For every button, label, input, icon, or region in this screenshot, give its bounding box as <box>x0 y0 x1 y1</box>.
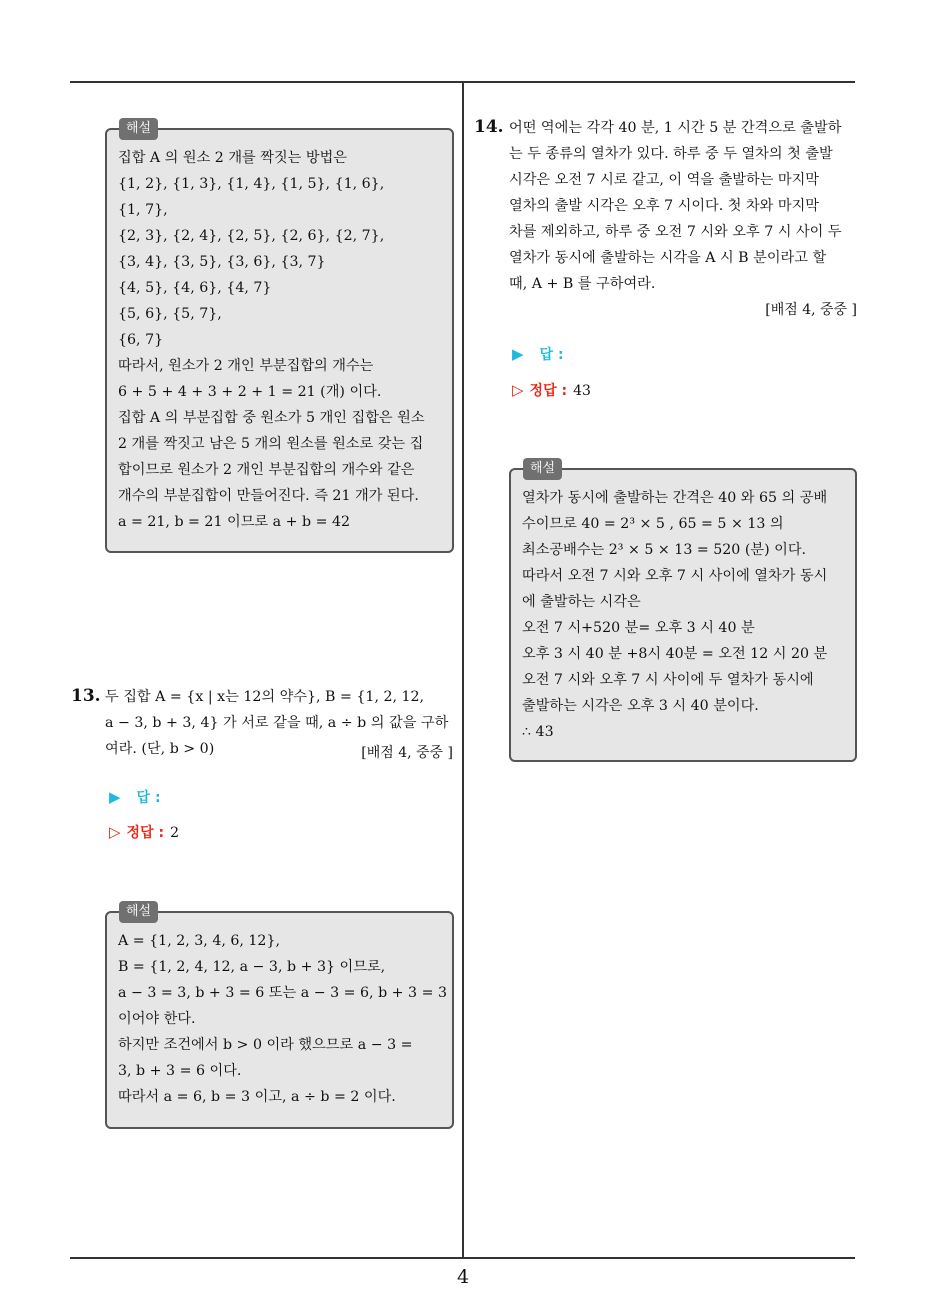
explanation-lines <box>118 145 442 535</box>
answer-label: 답 : <box>539 347 564 363</box>
problem-14-text <box>509 115 859 297</box>
bottom-rule <box>70 1257 855 1259</box>
explanation-line: 6 + 5 + 4 + 3 + 2 + 1 = 21 (개) 이다. <box>118 384 382 400</box>
explanation-tag: 해설 <box>119 901 158 923</box>
outline-triangle-icon: ▷ <box>512 381 524 399</box>
explanation-line: ∴ 43 <box>522 724 554 740</box>
explanation-line: a − 3 = 3, b + 3 = 6 또는 a − 3 = 6, b + 3 = 3 <box>118 985 448 1001</box>
problem-line: 때, A + B 를 구하여라. <box>509 276 656 292</box>
page-number: 4 <box>456 1266 470 1288</box>
play-triangle-icon: ▶ <box>109 788 121 806</box>
explanation-line: 에 출발하는 시각은 <box>522 594 641 610</box>
explanation-line: 최소공배수는 2³ × 5 × 13 = 520 (분) 이다. <box>522 542 807 558</box>
problem-14-correct-answer <box>512 380 591 400</box>
problem-line: 여라. (단, b > 0) <box>105 741 215 757</box>
problem-13-score: [배점 4, 중중 ] <box>361 745 453 761</box>
explanation-line: a = 21, b = 21 이므로 a + b = 42 <box>118 514 351 530</box>
problem-13-number: 13. <box>71 686 101 706</box>
correct-value: 2 <box>170 825 179 841</box>
explanation-box-14 <box>509 468 857 762</box>
explanation-line: 열차가 동시에 출발하는 간격은 40 와 65 의 공배 <box>522 490 828 506</box>
problem-line: 차를 제외하고, 하루 중 오전 7 시와 오후 7 시 사이 두 <box>509 224 842 240</box>
explanation-line: 3, b + 3 = 6 이다. <box>118 1063 242 1079</box>
explanation-line: 수이므로 40 = 2³ × 5 , 65 = 5 × 13 의 <box>522 516 784 532</box>
explanation-tag: 해설 <box>119 118 158 140</box>
problem-line: 시각은 오전 7 시로 같고, 이 역을 출발하는 마지막 <box>509 172 820 188</box>
explanation-tag: 해설 <box>523 458 562 480</box>
explanation-line: 오후 3 시 40 분 +8시 40분 = 오전 12 시 20 분 <box>522 646 828 662</box>
explanation-line: 집합 A 의 원소 2 개를 짝짓는 방법은 <box>118 150 348 166</box>
explanation-box-12 <box>105 128 454 553</box>
problem-14-answer <box>512 344 564 364</box>
correct-label: 정답 : <box>529 383 568 399</box>
explanation-line: 집합 A 의 부분집합 중 원소가 5 개인 집합은 원소 <box>118 410 425 426</box>
problem-13-answer <box>109 787 161 807</box>
problem-line: 어떤 역에는 각각 40 분, 1 시간 5 분 간격으로 출발하 <box>509 120 842 136</box>
explanation-line: {2, 3}, {2, 4}, {2, 5}, {2, 6}, {2, 7}, <box>118 228 385 244</box>
explanation-line: {4, 5}, {4, 6}, {4, 7} <box>118 280 272 296</box>
problem-14-number: 14. <box>474 117 504 137</box>
correct-label: 정답 : <box>126 825 165 841</box>
explanation-line: {1, 2}, {1, 3}, {1, 4}, {1, 5}, {1, 6}, <box>118 176 385 192</box>
explanation-line: 오전 7 시+520 분= 오후 3 시 40 분 <box>522 620 755 636</box>
explanation-line: {3, 4}, {3, 5}, {3, 6}, {3, 7} <box>118 254 326 270</box>
correct-value: 43 <box>573 383 591 399</box>
problem-line: 열차가 동시에 출발하는 시각을 A 시 B 분이라고 할 <box>509 250 827 266</box>
explanation-line: 따라서 오전 7 시와 오후 7 시 사이에 열차가 동시 <box>522 568 828 584</box>
problem-14-score: [배점 4, 중중 ] <box>765 302 857 318</box>
problem-line: 열차의 출발 시각은 오후 7 시이다. 첫 차와 마지막 <box>509 198 820 214</box>
explanation-line: 이어야 한다. <box>118 1011 196 1027</box>
explanation-line: B = {1, 2, 4, 12, a − 3, b + 3} 이므로, <box>118 959 386 975</box>
explanation-line: 하지만 조건에서 b > 0 이라 했으므로 a − 3 = <box>118 1037 413 1053</box>
explanation-line: 따라서 a = 6, b = 3 이고, a ÷ b = 2 이다. <box>118 1089 396 1105</box>
problem-13-correct-answer <box>109 822 179 842</box>
explanation-line: 합이므로 원소가 2 개인 부분집합의 개수와 같은 <box>118 462 415 478</box>
explanation-line: 오전 7 시와 오후 7 시 사이에 두 열차가 동시에 <box>522 672 814 688</box>
explanation-line: 개수의 부분집합이 만들어진다. 즉 21 개가 된다. <box>118 488 419 504</box>
explanation-line: {6, 7} <box>118 332 164 348</box>
explanation-line: A = {1, 2, 3, 4, 6, 12}, <box>118 933 280 949</box>
outline-triangle-icon: ▷ <box>109 823 121 841</box>
explanation-box-13 <box>105 911 454 1129</box>
column-divider <box>462 82 464 1258</box>
problem-line: 는 두 종류의 열차가 있다. 하루 중 두 열차의 첫 출발 <box>509 146 833 162</box>
explanation-line: {1, 7}, <box>118 202 168 218</box>
answer-label: 답 : <box>136 790 161 806</box>
explanation-line: 2 개를 짝짓고 남은 5 개의 원소를 원소로 갖는 집 <box>118 436 424 452</box>
problem-line: a − 3, b + 3, 4} 가 서로 같을 때, a ÷ b 의 값을 구하 <box>105 715 449 731</box>
play-triangle-icon: ▶ <box>512 345 524 363</box>
explanation-line: 따라서, 원소가 2 개인 부분집합의 개수는 <box>118 358 374 374</box>
explanation-line: {5, 6}, {5, 7}, <box>118 306 222 322</box>
explanation-line: 출발하는 시각은 오후 3 시 40 분이다. <box>522 698 759 714</box>
problem-line: 두 집합 A = {x | x는 12의 약수}, B = {1, 2, 12, <box>105 689 425 705</box>
